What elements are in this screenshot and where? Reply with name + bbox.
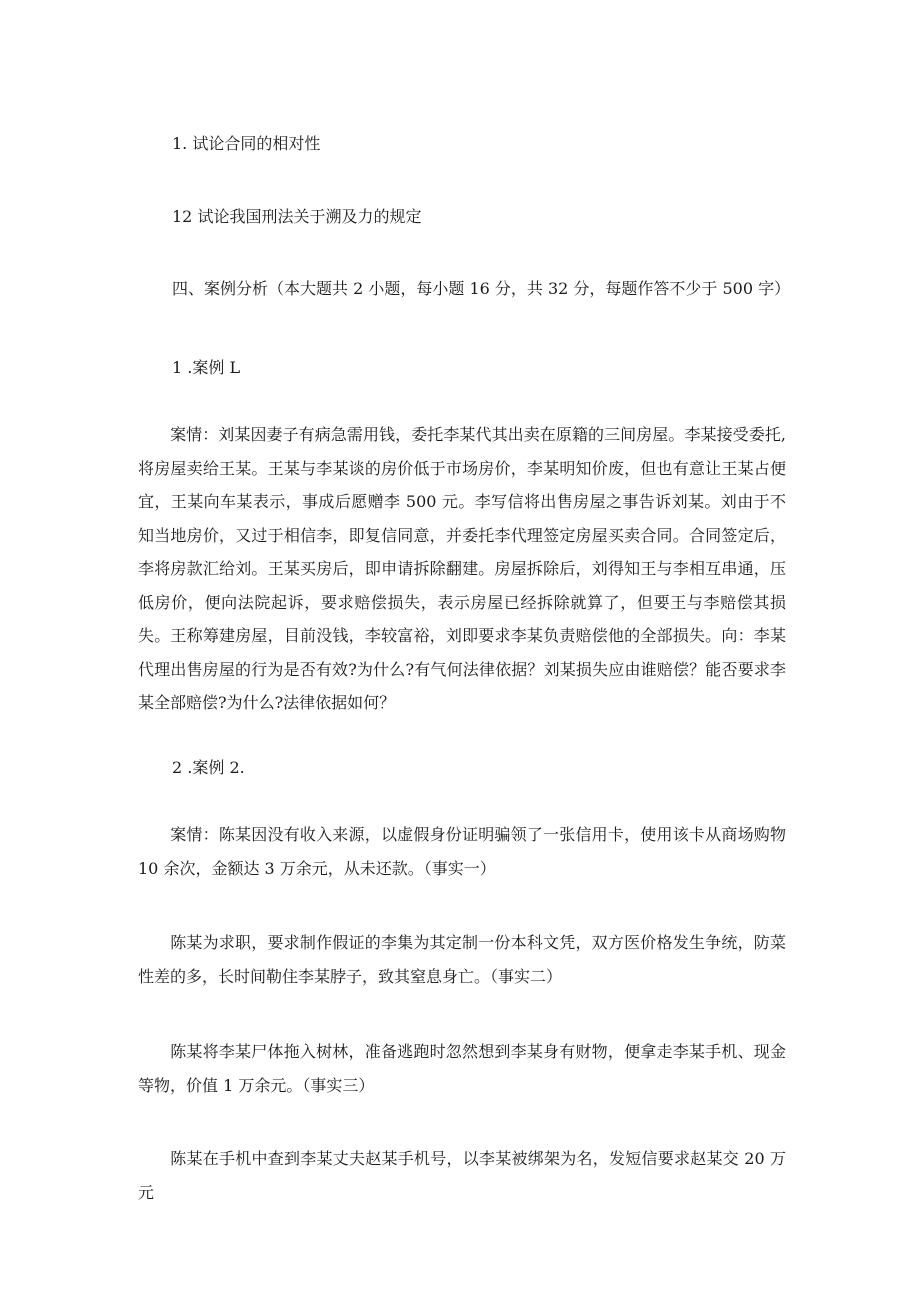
case-1-paragraph — [138, 418, 786, 720]
case-2-text-1: 案情：陈某因没有收入来源，以虚假身份证明骗领了一张信用卡，使用该卡从商场购物 10 余次，金额达 3 万余元，从未还款。（事实一） — [138, 825, 786, 878]
case-2-paragraph-1 — [138, 818, 786, 885]
case-2-paragraph-2 — [138, 926, 786, 993]
case-1-label: 1 .案例 L — [172, 358, 241, 377]
case-2-text-3: 陈某将李某尸体拖入树林，准备逃跑时忽然想到李某身有财物，便拿走李某手机、现金等物，价值 1 万余元。（事实三） — [138, 1042, 786, 1095]
case-2-text-2: 陈某为求职，要求制作假证的李集为其定制一份本科文凭，双方医价格发生争统，防菜性差的多，长时间勒住李某脖子，致其窒息身亡。（事实二） — [138, 933, 786, 986]
question-2: 12 试论我国刑法关于溯及力的规定 — [172, 207, 422, 226]
question-1: 1. 试论合同的相对性 — [172, 134, 321, 153]
case-1-text: 案情：刘某因妻子有病急需用钱，委托李某代其出卖在原籍的三间房屋。李某接受委托, 将房屋卖给王某。王某与李某谈的房价低于市场房价，李某明知价废，但也有意让王某占便宜，王某向车某表示，事成后愿赠李 500 元。李写信将出售房屋之事告诉刘某。刘由于不知当地房价，又过于相信李，即复信同意，并委托李代理签定房屋买卖合同。合同签定后，李将房款汇给刘。王某买房后，即申请拆除翻建。房屋拆除后，刘得知王与李相互串通，压低房价，便向法院起诉，要求赔偿损失，表示房屋已经拆除就算了，但要王与李赔偿其损失。王称筹建房屋，目前没钱，李较富裕，刘即要求李某负责赔偿他的全部损失。向：李某代理出售房屋的行为是否有效?为什么?有气何法律依据？刘某损失应由谁赔偿？能否要求李某全部赔偿?为什么?法律依据如何？ — [138, 425, 786, 712]
case-2-paragraph-4 — [138, 1142, 786, 1209]
case-2-label: 2 .案例 2. — [172, 758, 245, 777]
case-2-text-4: 陈某在手机中查到李某丈夫赵某手机号，以李某被绑架为名，发短信要求赵某交 20 万元 — [138, 1149, 786, 1202]
section-heading: 四、案例分析（本大题共 2 小题，每小题 16 分，共 32 分，每题作答不少于 500 字） — [172, 279, 791, 298]
case-2-paragraph-3 — [138, 1035, 786, 1102]
